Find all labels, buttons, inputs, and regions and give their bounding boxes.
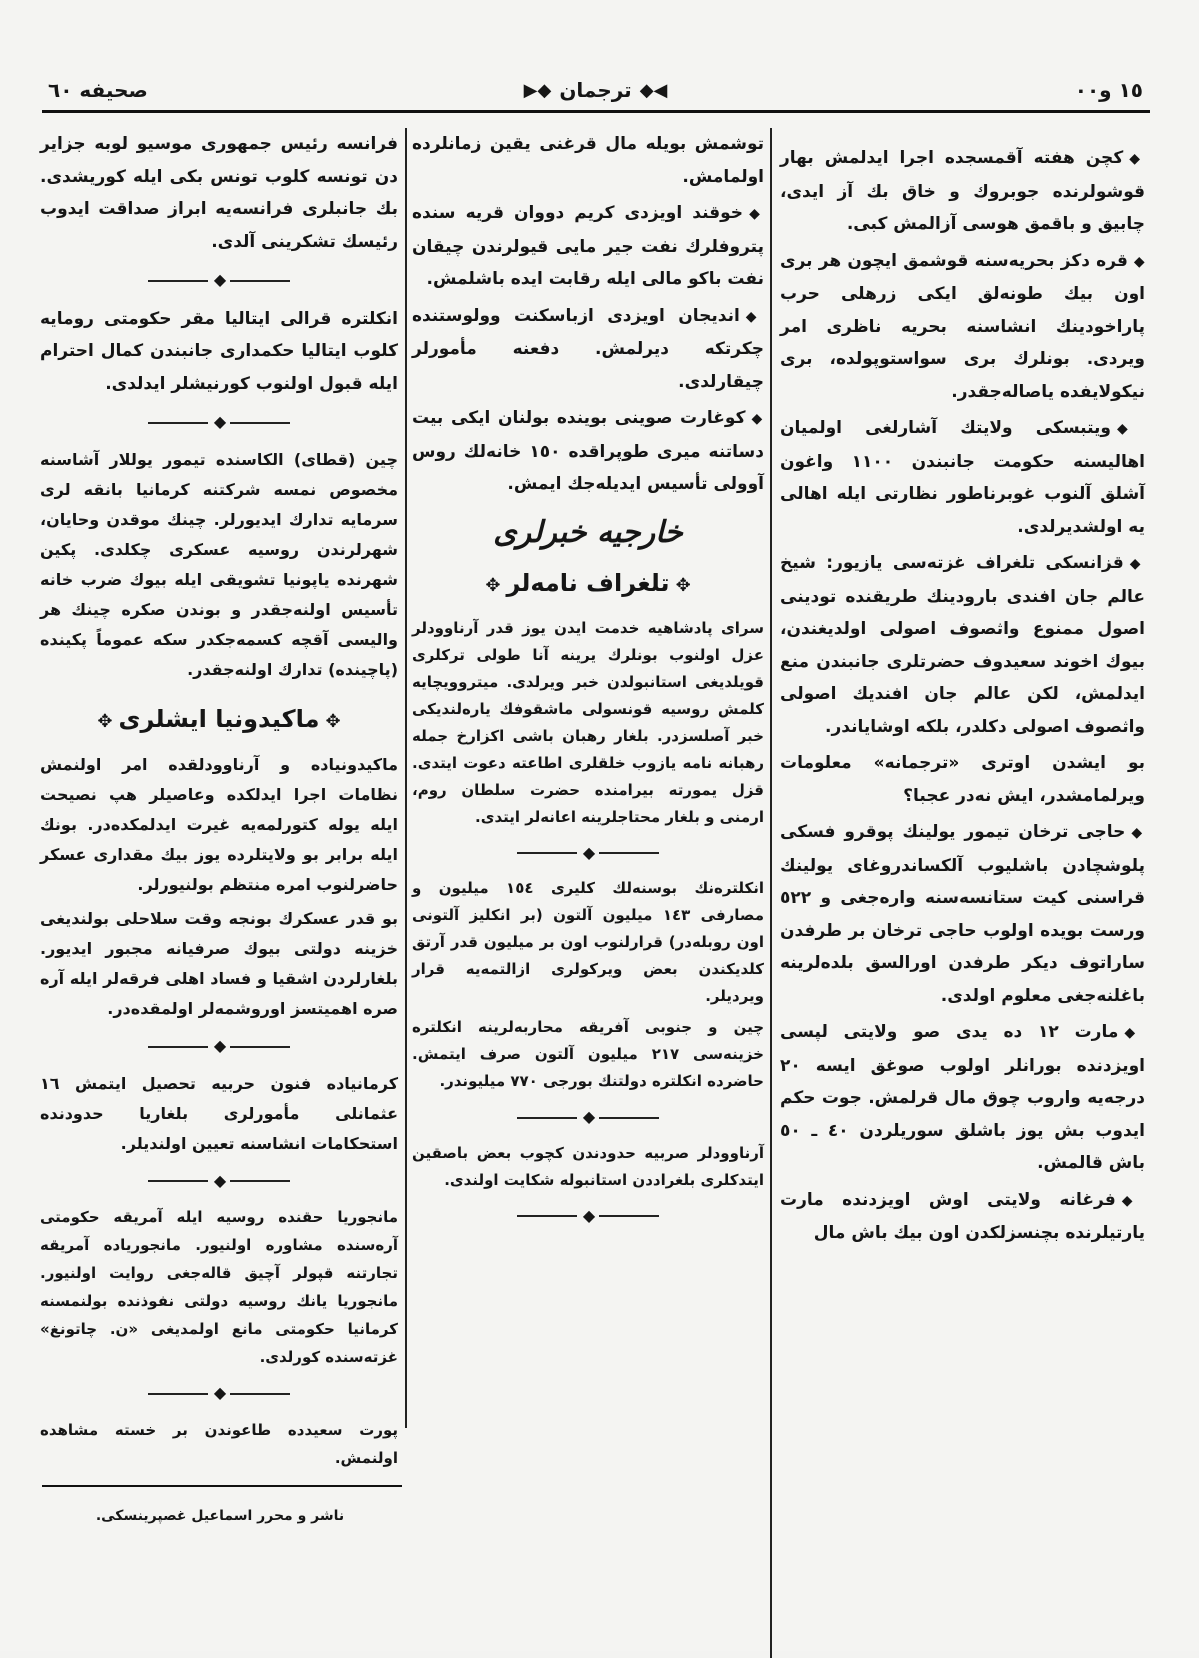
- subsection-title-telegrams: ✥تلغراف نامه‌لر✥: [485, 569, 691, 597]
- news-item: فرانسه رئيس جمهورى موسيو لوبه جزاير دن تونسه كلوب تونس بكى ايله كوريشدى. بك جانبلرى فرانسه‌يه ابراز صداقت ايدوب رئيسك تشكرينى آلدى.: [40, 134, 398, 252]
- news-item: آرناوودلر صربيه حدودندن كچوب بعض باصقين ايتدكلرى بلغراددن استانبوله شكايت اولندى.: [412, 1143, 764, 1189]
- page-header: [48, 70, 1143, 110]
- column-divider: [770, 128, 772, 1658]
- news-item: انكلتره قرالى ايتاليا مقر حكومتى رومايه كلوب ايتاليا حكمدارى جانبندن كمال احترام ايله قبول اولنوب كورنيشلر ايدلدى.: [40, 308, 398, 394]
- masthead-title: ترجمان: [559, 78, 632, 102]
- news-item: ◆قره دكز بحريه‌سنه قوشمق ايچون هر برى اون بيك طونه‌لق ايكى زرهلى حرب پاراخودينك انشاسنه بحريه ناظرى امر ويردى. بونلرك برى سواستوپولده، برى نيكولايفده ياصاله‌جقدر.: [780, 250, 1145, 402]
- publisher-line: ناشر و محرر اسماعيل غصپرينسكى.: [95, 1508, 345, 1524]
- bullet-icon: ◆: [1129, 151, 1145, 167]
- news-item: ماكيدونياده و آرناوودلقده امر اولنمش نظامات اجرا ايدلكده وعاصيلر هپ نصيحت ايله يوله كتورلمه‌يه غيرت ايدلمكده‌در. بونك ايله برابر بو ولايتلرده يوز بيك مقدارى عسكر حاضرلنوب امره منتظم بولنيورلر.: [40, 755, 398, 894]
- separator-diamond-icon: ◆: [582, 1107, 594, 1126]
- separator: [40, 406, 398, 439]
- middle-column: [412, 128, 764, 1238]
- news-item: كرمانياده فنون حربيه تحصيل ايتمش ١٦ عثمانلى مأمورلرى بلغاريا حدودنده استحكامات انشاسنه تعيين اولنديلر.: [40, 1073, 398, 1153]
- separator: [412, 837, 764, 870]
- header-rule: [42, 110, 1150, 113]
- news-item: انكلترەنك بوسنه‌لك كليرى ١٥٤ ميليون و مصارفى ١٤٣ ميليون آلتون (بر انكليز آلتونى اون روبله‌در) قرارلنوب اون بر ميليون قدر آرتق كلديكندن بعض ويركولرى ازالتمەيه قرار ويرديلر.: [412, 879, 764, 1005]
- footer-rule: [42, 1485, 402, 1487]
- separator: [40, 1030, 398, 1063]
- title-ornament-icon: ✥: [325, 710, 341, 732]
- bullet-icon: ◆: [751, 411, 764, 427]
- column-divider: [405, 128, 407, 1428]
- bullet-icon: ◆: [1133, 253, 1145, 270]
- masthead: [524, 78, 668, 102]
- bullet-icon: ◆: [749, 206, 764, 222]
- separator-diamond-icon: ◆: [213, 1383, 225, 1402]
- news-item: چين (قطاى) الكاسنده تيمور يوللار آشاسنه مخصوص نمسه شركتنه كرمانيا بانقه لرى سرمايه تدارك ايديورلر. چينك موقدن وحايان، شهرلرندن روسيه عسكرى چكلدى. پكين شهرنده ياپونيا تشويقى ايله بيوك ضرب خانه تأسيس اولنه‌جقدر و بوندن صكره چينك هر واليسى آقچه كسمەجكدر سكه عموماً پكينده (پاچينده) تدارك اولنه‌جقدر.: [40, 449, 398, 679]
- separator-diamond-icon: ◆: [213, 1036, 225, 1055]
- separator-diamond-icon: ◆: [213, 270, 225, 289]
- separator: [40, 1165, 398, 1198]
- section-title-macedonia: ✥ماكيدونيا ايشلرى✥: [97, 704, 341, 733]
- separator-diamond-icon: ◆: [582, 1205, 594, 1225]
- separator: [40, 264, 398, 297]
- page-number: صحيفه ٦٠: [48, 78, 148, 102]
- news-item: مانجوريا حقنده روسيه ايله آمريقه حكومتى آره‌سنده مشاوره اولنيور. مانجورياده آمريقه تجارتنه قپولر آچيق قاله‌جغى روايت اولنيور. مانجوريا يانك روسيه دولتى نفوذنده بولنمسنه كرمانيا حكومتى مانع اولمديغى «ن. چاتونغ» غزته‌سنده كورلدى.: [40, 1208, 398, 1366]
- news-item: ◆مارت ١٢ ده يدى صو ولايتى لپسى اويزدنده بورانلر اولوب صوغق ايسه ٢٠ درجه‌يه واروب چوق مال قرلمش. جوت حكم ايدوب بش يوز باشلق سوريلردن ٤٠ ـ ٥٠ باش قالمش.: [780, 1022, 1145, 1173]
- right-column: [780, 142, 1145, 1254]
- section-title-foreign-news: خارجيه خبرلرى: [493, 514, 683, 550]
- separator: [412, 1200, 764, 1233]
- news-item: بو قدر عسكرك بونجه وقت سلاحلى بولنديغى خزينه دولتى بيوك صرفيانه مجبور ايديور. بلغارلردن اشقيا و فساد اهلى فرقه‌لر ايله آره صره اهميتسز اوروشمه‌لر اولمقده‌در.: [40, 909, 398, 1018]
- masthead-ornament-icon: ◆▶: [523, 79, 552, 101]
- bullet-icon: ◆: [1129, 556, 1145, 572]
- separator: [40, 1377, 398, 1410]
- bullet-icon: ◆: [1131, 825, 1145, 841]
- bullet-icon: ◆: [1124, 1025, 1145, 1041]
- news-item: ◆خوقند اويزدى كريم دووان قريه سنده پتروفلرك نفت جير مايى قيولرندن چيقان نفت باكو مالى ايله رقابت ايده باشلمش.: [412, 203, 764, 289]
- separator-diamond-icon: ◆: [582, 842, 594, 862]
- news-item: پورت سعيدده طاعوندن بر خسته مشاهده اولنمش.: [40, 1420, 398, 1467]
- news-item: ◆كوغارت صوينى بوينده بولنان ايكى بيت دساتنه ميرى طوپراقده ١٥٠ خانه‌لك روس آوولى تأسيس ايديله‌جك ايمش.: [412, 408, 764, 494]
- title-ornament-icon: ✥: [97, 710, 113, 732]
- separator: [412, 1101, 764, 1134]
- news-item: بو ايشدن اوترى «ترجمانه» معلومات ويرلمامشدر، ايش نه‌در عجبا؟: [780, 753, 1145, 806]
- news-item: ◆فرغانه ولايتى اوش اويزدنده مارت يارتيلرنده بچنسزلكدن اون بيك باش مال: [780, 1189, 1145, 1243]
- news-item: ◆انديجان اويزدى ازباسكنت وولوستنده چكرتكه ديرلمش. دفعنه مأمورلر چيقارلدى.: [412, 305, 764, 392]
- separator-diamond-icon: ◆: [213, 412, 225, 431]
- masthead-ornament-icon: ◀◆: [639, 79, 668, 101]
- title-ornament-icon: ✥: [675, 575, 691, 596]
- left-column: [40, 128, 398, 1476]
- news-item: ◆قزانسكى تلغراف غزته‌سى يازيور: شيخ عالم جان افندى بارودينك طريقنده تودينى اصول ممنوع واثصوف اصولى اولديغندن، بيوك اخوند سعيدوف حضرتلرى جانبندن منع ايدلمش، لكن عالم جان افنديك اصولى واثصوف اصولى دكلدر، بلكه اوشاياندر.: [780, 553, 1145, 737]
- header-date: ١٥ و٠٠: [1074, 78, 1143, 102]
- bullet-icon: ◆: [1121, 1192, 1145, 1209]
- news-item: توشمش بويله مال قرغنى يقين زمانلرده اولمامش.: [412, 134, 764, 187]
- separator-diamond-icon: ◆: [213, 1170, 225, 1190]
- news-item: ◆كچن هفته آقمسجده اجرا ايدلمش بهار قوشولرنده جوبروك و خاق بك آز ايدى، چابيق و باقمق هوسى آزالمش كبى.: [780, 148, 1145, 234]
- news-item: ◆حاجى ترخان تيمور يولينك پوقرو فسكى پلوشچادن باشليوب آلكساندروغاى يولينك قراسنى كيت ستانسه‌سنه وارەجغى و ٥٢٢ ورست بويده اولوب حاجى ترخان بر طرفدن ساراتوف ديكر طرفدن اورالسق بلده‌لرينه باغلنه‌جغى معلوم اولدى.: [780, 822, 1145, 1006]
- news-item: ◆ويتبسكى ولايتك آشارلغى اولميان اهاليسنه حكومت جانبندن ١١٠٠ واغون آشلق آلنوب غوبرناطور نظارتى ايله اهالى يه اولشديرلدى.: [780, 418, 1146, 537]
- title-ornament-icon: ✥: [485, 575, 501, 596]
- news-item: سراى پادشاهيه خدمت ايدن يوز قدر آرناوودلر عزل اولنوب بونلرك يرينه آنا طولى تركلرى قويلديغى استانبولدن خبر ويرلدى. ميتروويچايه كلمش روسيه قونسولى ماشقوفك يارەلنديكى خبر آصلسزدر. بلغار رهبان باشى اكزارخ جمله رهبانه نامه يازوب خلقلرى اطاعته دعوت ايتدى. قزل يمورته بيرامنده حضرت سلطان روم، ارمنى و بلغار محتاجلرينه اعانه‌لر ايتدى.: [412, 618, 764, 826]
- bullet-icon: ◆: [745, 308, 764, 325]
- news-item: چين و جنوبى آفريقه محاربه‌لرينه انكلتره خزينه‌سى ٢١٧ ميليون آلتون صرف ايتمش. حاضرده انكلتره دولتنك بورجى ٧٧٠ ميليوندر.: [412, 1018, 764, 1090]
- bullet-icon: ◆: [1116, 421, 1145, 437]
